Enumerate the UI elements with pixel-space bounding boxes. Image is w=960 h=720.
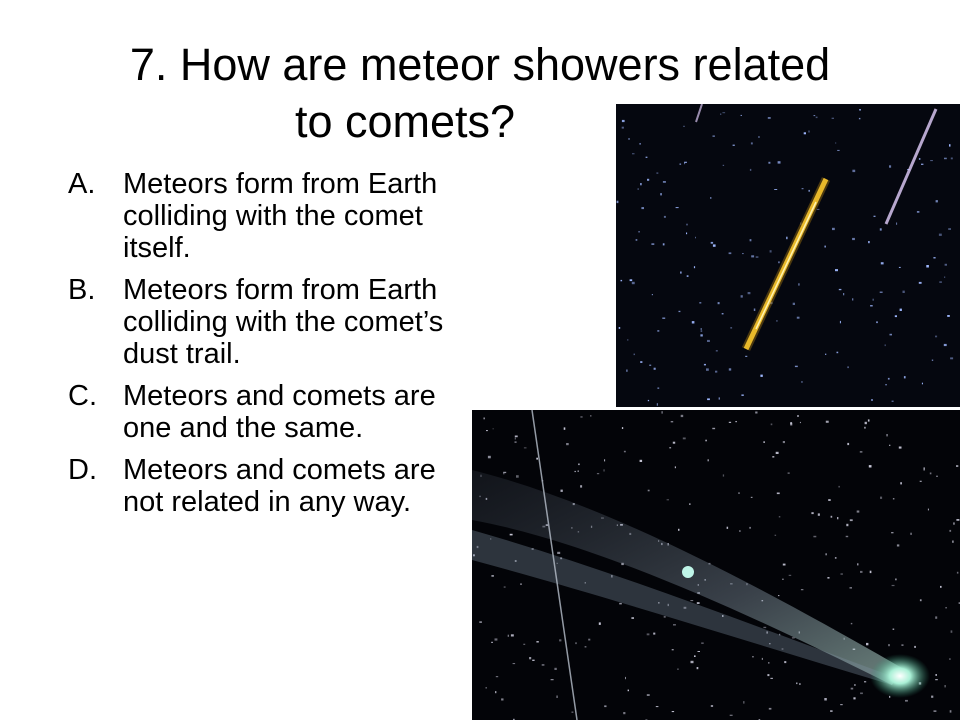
- option-d-letter: D.: [68, 454, 97, 486]
- option-c: [68, 380, 468, 444]
- option-a-text: Meteors form from Earth colliding with the comet itself.: [123, 168, 438, 264]
- option-b-text: Meteors form from Earth colliding with the comet’s dust trail.: [123, 274, 444, 370]
- option-a-letter: A.: [68, 168, 96, 200]
- option-a: [68, 168, 468, 264]
- title-line-2: to comets?: [294, 96, 516, 147]
- title-line-1: 7. How are meteor showers related: [129, 39, 831, 90]
- meteor-shower-photo: [616, 104, 960, 407]
- comet-photo: [472, 410, 960, 720]
- option-c-text: Meteors and comets are one and the same.: [123, 380, 436, 444]
- answer-options: [68, 168, 468, 528]
- option-d: [68, 454, 468, 518]
- option-c-letter: C.: [68, 380, 97, 412]
- option-b: [68, 274, 468, 370]
- option-b-letter: B.: [68, 274, 96, 306]
- option-d-text: Meteors and comets are not related in any way.: [123, 454, 436, 518]
